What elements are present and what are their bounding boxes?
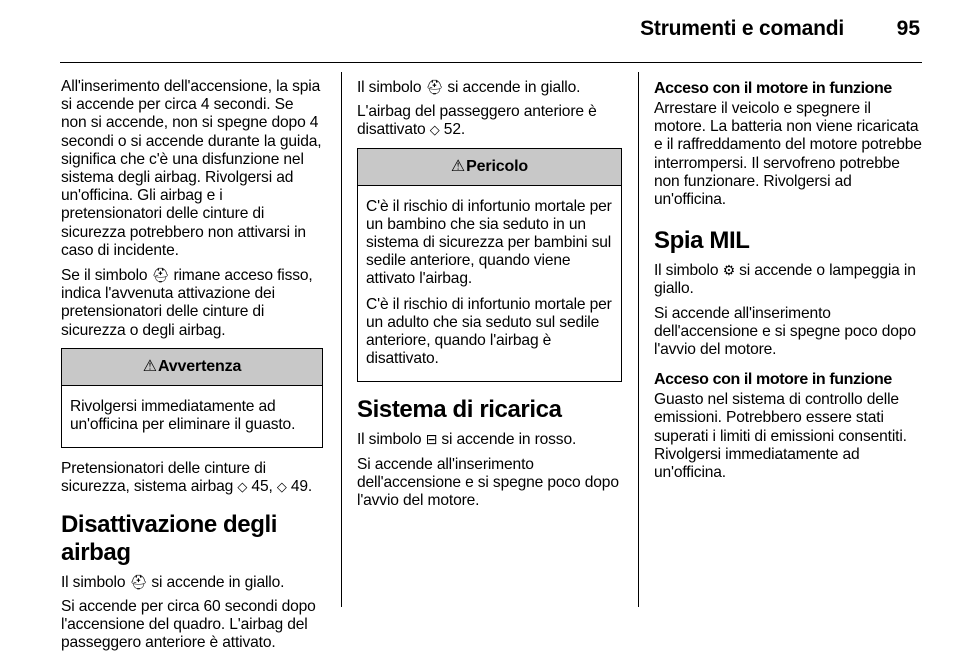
section-heading: Spia MIL xyxy=(654,227,750,255)
danger-title: Pericolo xyxy=(466,157,529,175)
column-divider xyxy=(638,72,639,607)
page-reference-link[interactable]: 45, xyxy=(251,478,273,496)
paragraph: Si accende all'inserimento dell'accensione e si spegne poco dopo l'avvio del motore. xyxy=(357,455,619,510)
danger-text: C'è il rischio di infortunio mortale per un adulto che sia seduto sul sedile anteriore, quando l'airbag è disattivato. xyxy=(366,295,612,368)
engine-icon: ⚙ xyxy=(722,262,735,279)
column-middle xyxy=(357,78,622,516)
paragraph: Arrestare il veicolo e spegnere il motore. La batteria non viene ricaricata e il raffreddamento del motore potrebbe interrompersi. Il servofreno potrebbe non funzionare. Rivolgersi ad un'officina. xyxy=(654,100,922,209)
page-number: 95 xyxy=(896,17,920,40)
notice-box xyxy=(61,348,323,448)
column-right xyxy=(654,80,924,488)
airbag-icon: ⛑ xyxy=(151,267,170,284)
paragraph: Guasto nel sistema di controllo delle emissioni. Potrebbero essere stati superati i limiti di emissioni consentiti. Rivolgersi immediatamente ad un'officina. xyxy=(654,391,907,482)
page-reference-link[interactable]: 49. xyxy=(290,478,313,496)
page-header xyxy=(60,0,922,63)
page-reference-link[interactable]: 52. xyxy=(443,121,466,139)
paragraph: Il simbolo ⛑ si accende in giallo. xyxy=(61,573,285,591)
paragraph: All'inserimento dell'accensione, la spia si accende per circa 4 secondi. Se non si accende, non si spegne dopo 4 secondi o si accende durante la guida, significa che c'è una disfunzione nel sistema degli airbag. Rivolgersi ad un'officina. Gli airbag e i pretensionatori delle cinture di sicurezza potrebbero non attivarsi in caso di incidente. xyxy=(61,78,322,259)
paragraph: Pretensionatori delle cinture di sicurezza, sistema airbag ◇ 45, ◇ 49. xyxy=(61,460,313,496)
section-heading: Disattivazione degli airbag xyxy=(61,510,278,566)
battery-icon: ⊟ xyxy=(425,431,438,448)
column-left xyxy=(61,78,323,658)
paragraph: Si accende all'inserimento dell'accensione e si spegne poco dopo l'avvio del motore. xyxy=(654,304,916,359)
reference-arrow-icon: ◇ xyxy=(237,479,248,495)
page-title: Strumenti e comandi xyxy=(640,17,844,40)
notice-header xyxy=(62,349,322,386)
reference-arrow-icon: ◇ xyxy=(429,122,440,138)
section-heading: Sistema di ricarica xyxy=(357,396,562,424)
paragraph: Il simbolo ⊟ si accende in rosso. xyxy=(357,431,577,449)
paragraph: Il simbolo ⛑ si accende in giallo. xyxy=(357,79,581,96)
column-divider xyxy=(341,72,342,607)
notice-title: Avvertenza xyxy=(157,357,242,375)
notice-text: Rivolgersi immediatamente ad un'officina per eliminare il guasto. xyxy=(70,397,296,434)
paragraph: L'airbag del passeggero anteriore è disattivato ◇ 52. xyxy=(357,103,597,139)
danger-box xyxy=(357,148,622,383)
danger-header xyxy=(358,149,621,186)
warning-icon: ⚠ xyxy=(450,157,466,175)
paragraph: Se il simbolo ⛑ rimane acceso fisso, indica l'avvenuta attivazione dei pretensionatori delle cinture di sicurezza o degli airbag. xyxy=(61,267,313,339)
airbag-on-icon: ⛑ xyxy=(129,573,148,590)
reference-arrow-icon: ◇ xyxy=(276,479,287,495)
subsection-heading: Acceso con il motore in funzione xyxy=(654,80,892,97)
warning-icon: ⚠ xyxy=(142,357,157,375)
paragraph: Si accende per circa 60 secondi dopo l'accensione del quadro. L'airbag del passeggero anteriore è attivato. xyxy=(61,597,316,652)
danger-text: C'è il rischio di infortunio mortale per un bambino che sia seduto in un sistema di sicurezza per bambini sul sedile anteriore, quando viene attivato l'airbag. xyxy=(366,197,612,288)
paragraph: Il simbolo ⚙ si accende o lampeggia in giallo. xyxy=(654,262,916,298)
airbag-off-icon: ⛑ xyxy=(425,79,444,95)
subsection-heading: Acceso con il motore in funzione xyxy=(654,371,892,389)
